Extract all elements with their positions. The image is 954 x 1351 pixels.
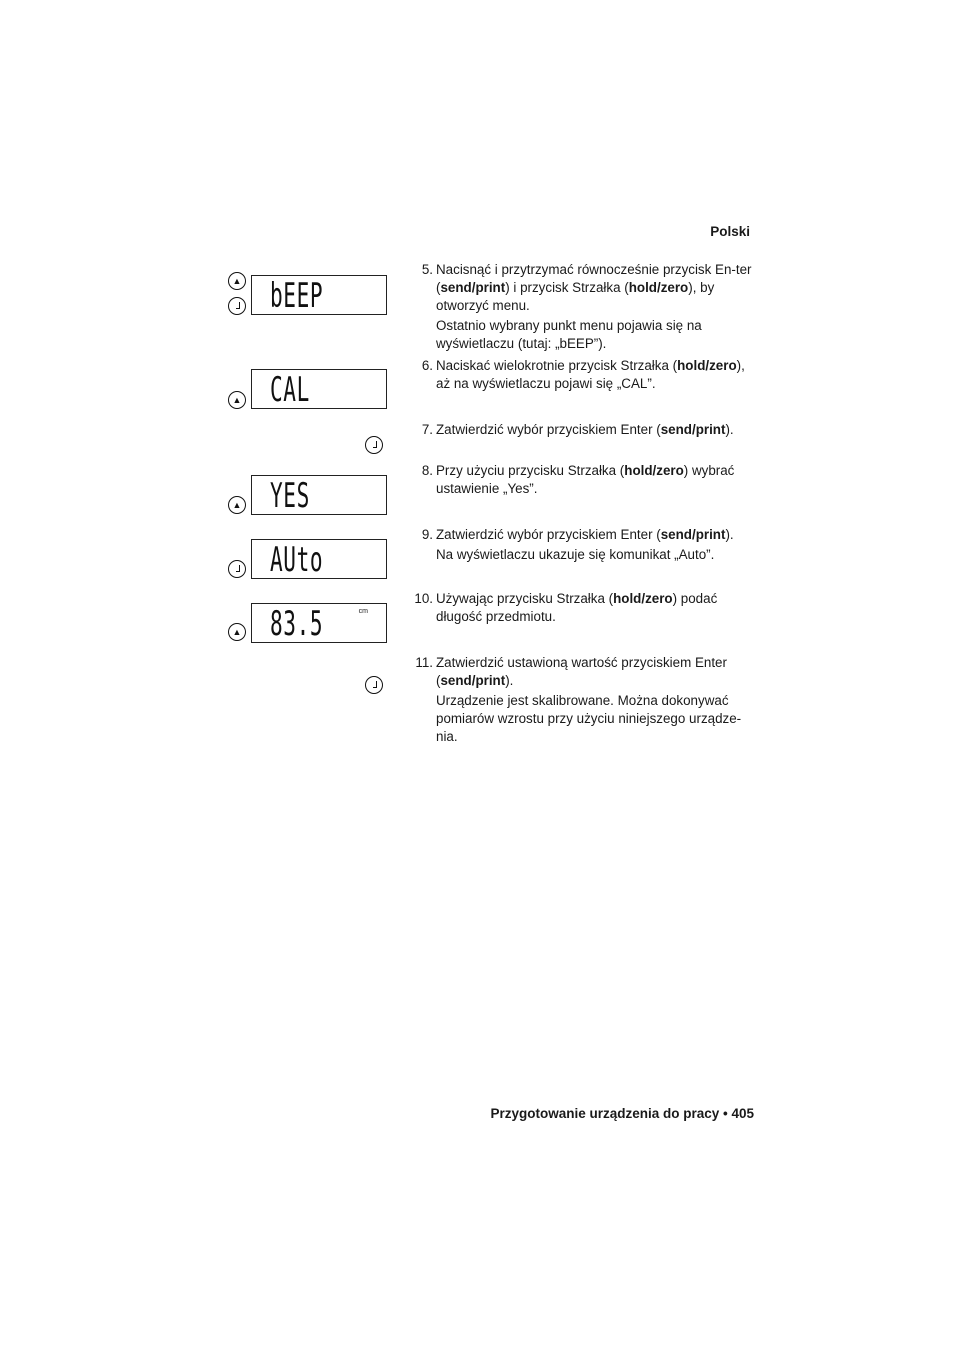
page-language-header: Polski [710,224,750,239]
lcd-display-auto [251,539,387,579]
enter-button-icon [228,560,246,578]
step-9: 9. Zatwierdzić wybór przyciskiem Enter (send/print). Na wyświetlaczu ukazuje się komunikat „Auto”. [421,527,734,562]
lcd-display-yes [251,475,387,515]
lcd-text: 83.5 [270,604,324,644]
lcd-display-cal [251,369,387,409]
step-7: 7. Zatwierdzić wybór przyciskiem Enter (send/print). [421,422,734,437]
step-10: 10. Używając przycisku Strzałka (hold/zero) podać długość przedmiotu. [414,591,718,624]
lcd-text: CAL [270,370,310,410]
step-6: 6. Naciskać wielokrotnie przycisk Strzałka (hold/zero), aż na wyświetlaczu pojawi się „CAL”. [421,358,745,391]
lcd-display-beep [251,275,387,315]
step-11: 11. Zatwierdzić ustawioną wartość przyciskiem Enter (send/print). Urządzenie jest skalibrowane. Można dokonywać pomiarów wzrostu przy użyciu niniejszego urządze-nia. [415,655,742,744]
lcd-display-value [251,603,387,643]
lcd-text: YES [270,476,310,516]
lcd-text: bEEP [270,276,324,316]
enter-button-icon [365,436,383,454]
lcd-text: AUto [270,540,324,580]
arrow-button-icon: ▲ [228,496,246,514]
page-footer: Przygotowanie urządzenia do pracy • 405 [490,1106,754,1121]
arrow-button-icon: ▲ [228,623,246,641]
step-8: 8. Przy użyciu przycisku Strzałka (hold/zero) wybrać ustawienie „Yes”. [421,463,735,496]
step-5: 5. Nacisnąć i przytrzymać równocześnie przycisk En-ter (send/print) i przycisk Strzałka (hold/zero), by otworzyć menu. Ostatnio wybrany punkt menu pojawia się na wyświetlaczu (tutaj: „bEEP”). [421,262,752,351]
lcd-unit: cm [358,608,368,615]
arrow-button-icon: ▲ [228,391,246,409]
arrow-button-icon: ▲ [228,272,246,290]
enter-button-icon [365,676,383,694]
enter-button-icon [228,297,246,315]
